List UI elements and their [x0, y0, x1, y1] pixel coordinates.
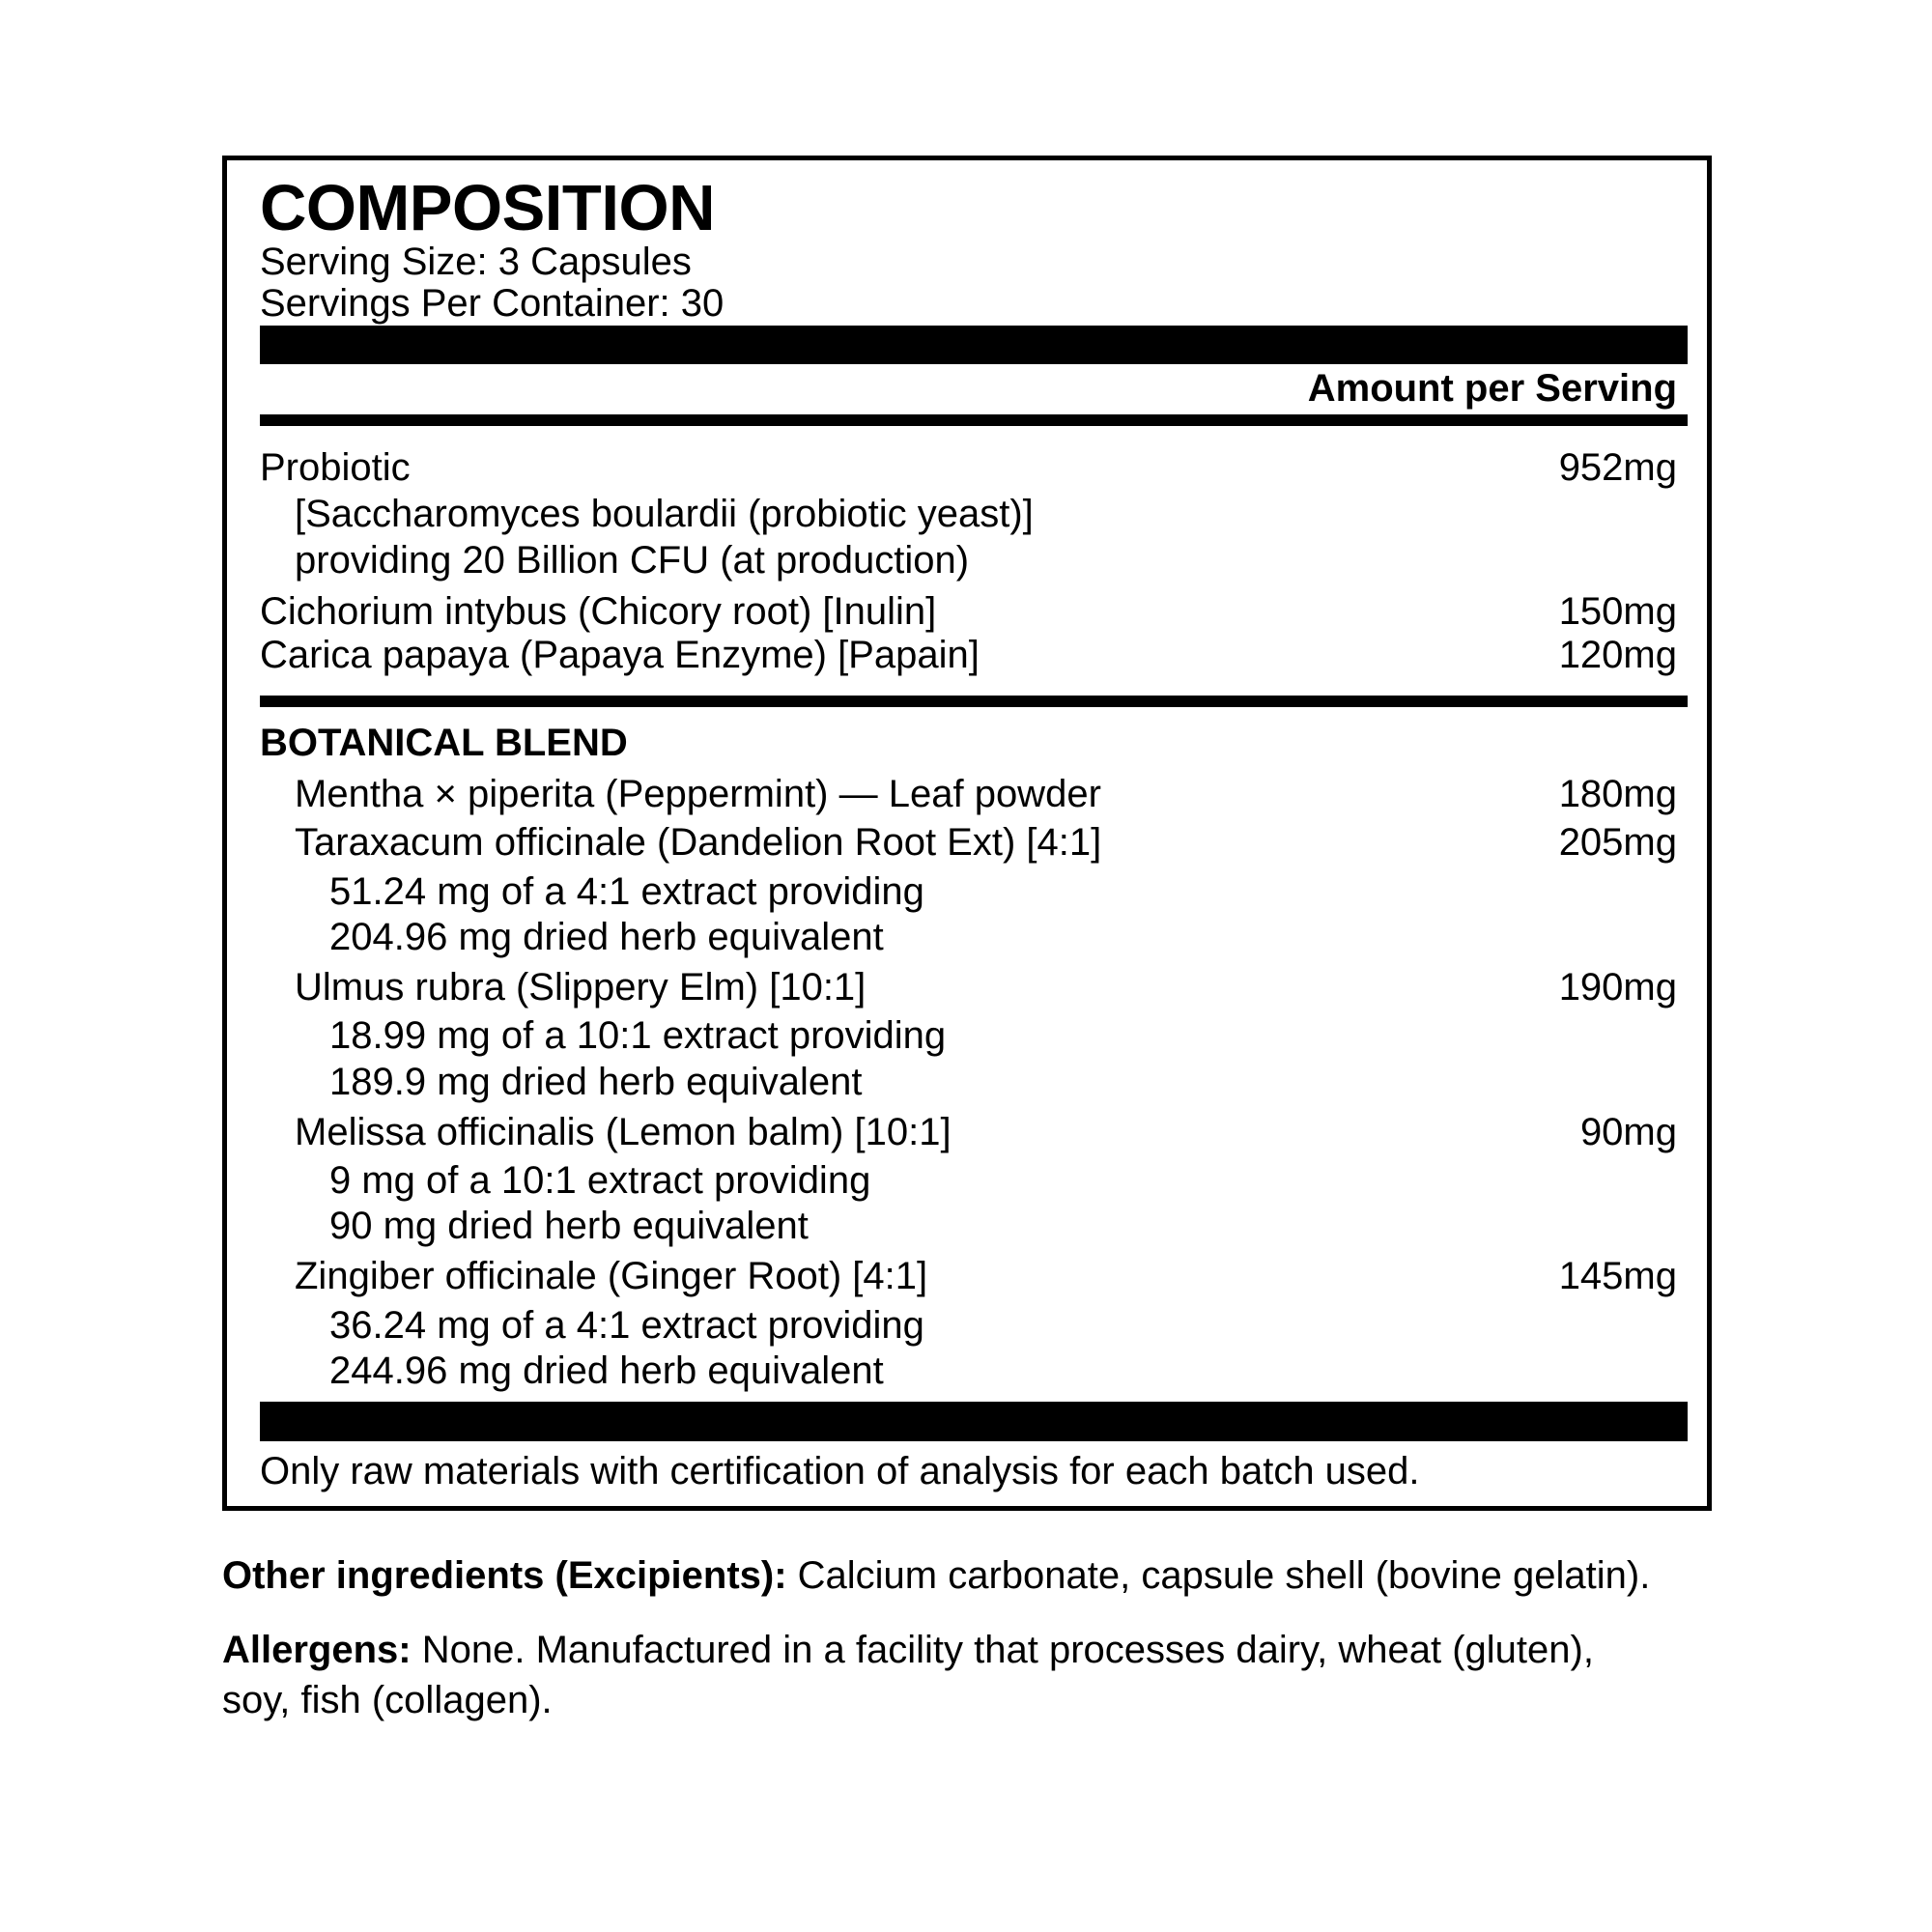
ingredient-row: [227, 495, 1677, 537]
ingredient-detail: 244.96 mg dried herb equivalent: [329, 1350, 884, 1392]
allergens: [222, 1625, 1613, 1725]
ingredient-amount: 150mg: [1558, 590, 1677, 633]
botanical-row: [227, 1257, 1677, 1299]
ingredient-name: Probiotic: [260, 446, 411, 489]
composition-panel: [222, 156, 1712, 1511]
thick-divider-top: [260, 326, 1688, 364]
ingredient-amount: 120mg: [1558, 634, 1677, 676]
botanical-row: [227, 823, 1677, 866]
ingredient-row: [227, 448, 1677, 491]
allergens-label: Allergens:: [222, 1629, 412, 1671]
ingredient-detail: 189.9 mg dried herb equivalent: [329, 1061, 863, 1103]
ingredient-detail: 51.24 mg of a 4:1 extract providing: [329, 870, 924, 913]
ingredient-detail: 204.96 mg dried herb equivalent: [329, 916, 884, 958]
divider-under-header: [260, 414, 1688, 426]
allergens-text: None. Manufactured in a facility that processes dairy, wheat (gluten), soy, fish (collagen).: [222, 1629, 1594, 1721]
other-ingredients-text: Calcium carbonate, capsule shell (bovine gelatin).: [786, 1554, 1651, 1597]
ingredient-name: Ulmus rubra (Slippery Elm) [10:1]: [295, 966, 867, 1009]
botanical-row: [227, 775, 1677, 817]
ingredient-amount: 180mg: [1558, 773, 1677, 815]
certification-footnote: Only raw materials with certification of analysis for each batch used.: [260, 1450, 1420, 1492]
ingredient-amount: 205mg: [1558, 821, 1677, 864]
ingredient-name: Mentha × piperita (Peppermint) — Leaf powder: [295, 773, 1101, 815]
botanical-row: [227, 1113, 1677, 1155]
ingredient-amount: 90mg: [1579, 1111, 1677, 1153]
thick-divider-bottom: [260, 1402, 1688, 1441]
botanical-row: [227, 1351, 1677, 1394]
botanical-row: [227, 1207, 1677, 1249]
amount-per-serving-header: Amount per Serving: [1307, 367, 1677, 410]
ingredient-name: providing 20 Billion CFU (at production): [295, 539, 970, 582]
ingredient-row: [227, 636, 1677, 678]
botanical-row: [227, 1161, 1677, 1204]
ingredient-name: Taraxacum officinale (Dandelion Root Ext) [4:1]: [295, 821, 1102, 864]
botanical-row: [227, 968, 1677, 1010]
botanical-row: [227, 918, 1677, 960]
botanical-row: [227, 872, 1677, 915]
botanical-row: [227, 1306, 1677, 1349]
other-ingredients-label: Other ingredients (Excipients):: [222, 1554, 787, 1597]
ingredient-detail: 9 mg of a 10:1 extract providing: [329, 1159, 871, 1202]
composition-title: COMPOSITION: [260, 172, 715, 244]
ingredient-detail: 36.24 mg of a 4:1 extract providing: [329, 1304, 924, 1347]
ingredient-amount: 145mg: [1558, 1255, 1677, 1297]
botanical-row: [227, 1063, 1677, 1105]
ingredient-name: Carica papaya (Papaya Enzyme) [Papain]: [260, 634, 980, 676]
ingredient-name: Melissa officinalis (Lemon balm) [10:1]: [295, 1111, 952, 1153]
ingredient-amount: 190mg: [1558, 966, 1677, 1009]
ingredient-row: [227, 592, 1677, 635]
serving-size: Serving Size: 3 Capsules: [260, 241, 692, 283]
ingredient-name: Zingiber officinale (Ginger Root) [4:1]: [295, 1255, 928, 1297]
botanical-blend-title: BOTANICAL BLEND: [260, 722, 628, 764]
ingredient-name: Cichorium intybus (Chicory root) [Inulin]: [260, 590, 937, 633]
ingredient-amount: 952mg: [1558, 446, 1677, 489]
servings-per-container: Servings Per Container: 30: [260, 282, 724, 325]
ingredient-name: [Saccharomyces boulardii (probiotic yeast)]: [295, 493, 1034, 535]
botanical-row: [227, 1016, 1677, 1059]
ingredient-detail: 90 mg dried herb equivalent: [329, 1205, 809, 1247]
divider-before-botanical: [260, 696, 1688, 707]
ingredient-detail: 18.99 mg of a 10:1 extract providing: [329, 1014, 947, 1057]
other-ingredients: [222, 1550, 1729, 1601]
ingredient-row: [227, 541, 1677, 583]
